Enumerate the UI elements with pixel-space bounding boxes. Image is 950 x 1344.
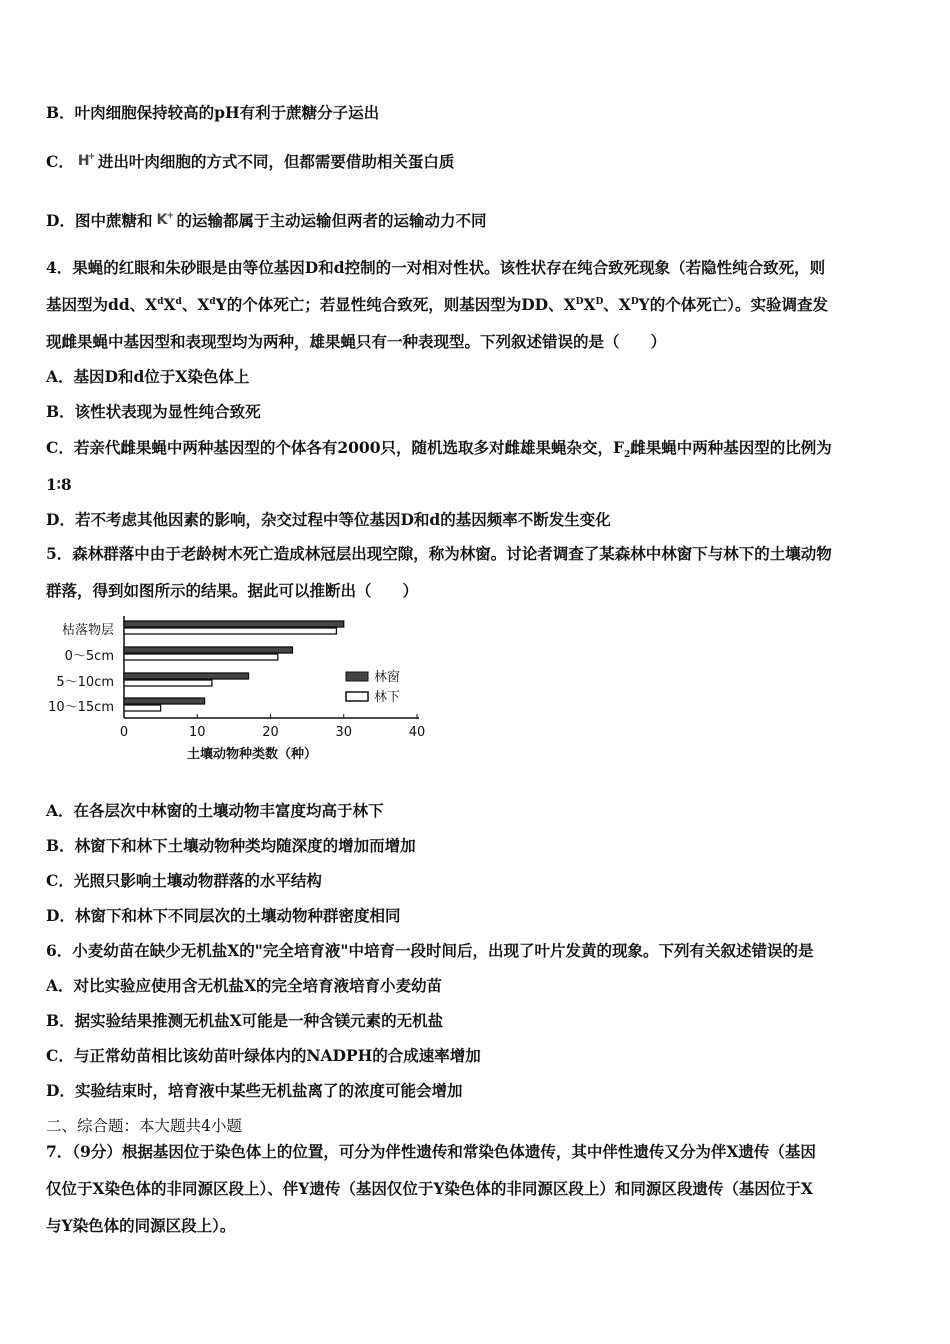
bar-linxia [124, 654, 278, 660]
q4-option-c-line2: 1∶8 [46, 475, 72, 494]
q3-option-b: B．叶肉细胞保持较高的pH有利于蔗糖分子运出 [46, 103, 380, 122]
q5-option-d: D．林窗下和林下不同层次的土壤动物种群密度相同 [46, 906, 401, 925]
q6-option-c: C．与正常幼苗相比该幼苗叶绿体内的NADPH的合成速率增加 [46, 1046, 481, 1065]
q5-option-b: B．林窗下和林下土壤动物种类均随深度的增加而增加 [46, 836, 416, 855]
bar-linchuang [124, 673, 249, 679]
category-label: 0～5cm [64, 649, 114, 664]
soil-fauna-bar-chart [44, 612, 444, 767]
q6-option-b: B．据实验结果推测无机盐X可能是一种含镁元素的无机盐 [46, 1011, 444, 1030]
legend-swatch-linchuang [346, 672, 368, 681]
category-label: 5～10cm [56, 675, 114, 690]
bar-linxia [124, 705, 161, 711]
bar-linxia [124, 628, 336, 634]
q5-stem-line2: 群落，得到如图所示的结果。据此可以推断出（ ） [46, 581, 419, 600]
bar-linchuang [124, 698, 205, 704]
q5-option-a: A．在各层次中林窗的土壤动物丰富度均高于林下 [46, 801, 384, 820]
q6-stem: 6．小麦幼苗在缺少无机盐X的"完全培育液"中培育一段时间后，出现了叶片发黄的现象。下列有关叙述错误的是 [46, 941, 814, 960]
q4-option-b: B．该性状表现为显性纯合致死 [46, 402, 261, 421]
hydrogen-ion-symbol: H + [77, 152, 96, 169]
q3-option-d-text: 的运输都属于主动运输但两者的运输动力不同 [176, 211, 487, 230]
legend-swatch-linxia [346, 692, 368, 701]
legend-label-linchuang: 林窗 [374, 670, 401, 685]
q4-option-a: A．基因D和d位于X染色体上 [46, 367, 250, 386]
q4-option-c: C．若亲代雌果蝇中两种基因型的个体各有2000只，随机选取多对雌雄果蝇杂交，$F_2$雌果蝇中两种基因型的比例为 [46, 438, 832, 461]
q3-option-c [46, 148, 454, 178]
potassium-ion-symbol: K + [156, 211, 174, 228]
chart-x-axis-title: 土壤动物种类数（种） [186, 747, 318, 762]
q4-stem-line3: 现雌果蝇中基因型和表现型均为两种，雄果蝇只有一种表现型。下列叙述错误的是（ ） [46, 332, 667, 351]
q6-option-a: A．对比实验应使用含无机盐X的完全培育液培育小麦幼苗 [46, 976, 443, 995]
bar-linxia [124, 680, 212, 686]
q7-line3: 与Y染色体的同源区段上）。 [46, 1216, 236, 1235]
q4-stem-line2: 基因型为dd、$X^dX^d$、$X^dY$的个体死亡；若显性纯合致死，则基因型为DD、$X^DX^D$、$X^DY$的个体死亡）。实验调查发 [46, 295, 828, 314]
category-label: 10～15cm [48, 700, 114, 715]
x-tick-label: 40 [408, 725, 426, 740]
q3-option-c-text: 进出叶肉细胞的方式不同，但都需要借助相关蛋白质 [97, 152, 455, 171]
q3-option-d-label: D．图中蔗糖和 [46, 211, 153, 230]
category-label: 枯落物层 [61, 623, 114, 638]
q6-option-d: D．实验结束时，培育液中某些无机盐离了的浓度可能会增加 [46, 1081, 463, 1100]
section-heading: 二、综合题：本大题共4小题 [46, 1117, 242, 1135]
x-tick-label: 0 [119, 725, 129, 740]
bar-linchuang [124, 647, 292, 653]
bar-linchuang [124, 621, 344, 627]
x-tick-label: 10 [188, 725, 206, 740]
q5-option-c: C．光照只影响土壤动物群落的水平结构 [46, 871, 322, 890]
q4-stem-line1: 4．果蝇的红眼和朱砂眼是由等位基因D和d控制的一对相对性状。该性状存在纯合致死现象（若隐性纯合致死，则 [46, 258, 826, 277]
q3-option-d [46, 207, 486, 237]
q5-stem-line1: 5．森林群落中由于老龄树木死亡造成林冠层出现空隙，称为林窗。讨论者调查了某森林中林窗下与林下的土壤动物 [46, 544, 832, 563]
chart-legend [346, 669, 400, 705]
x-tick-label: 20 [262, 725, 279, 740]
q7-line2: 仅位于X染色体的非同源区段上）、伴Y遗传（基因仅位于Y染色体的非同源区段上）和同源区段遗传（基因位于X [46, 1179, 813, 1198]
x-tick-label: 30 [335, 725, 353, 740]
q3-option-c-label: C． [46, 152, 74, 171]
legend-label-linxia: 林下 [374, 690, 401, 705]
q7-line1: 7．（9分）根据基因位于染色体上的位置，可分为伴性遗传和常染色体遗传，其中伴性遗传又分为伴X遗传（基因 [46, 1142, 816, 1161]
q4-option-d: D．若不考虑其他因素的影响，杂交过程中等位基因D和d的基因频率不断发生变化 [46, 510, 611, 529]
